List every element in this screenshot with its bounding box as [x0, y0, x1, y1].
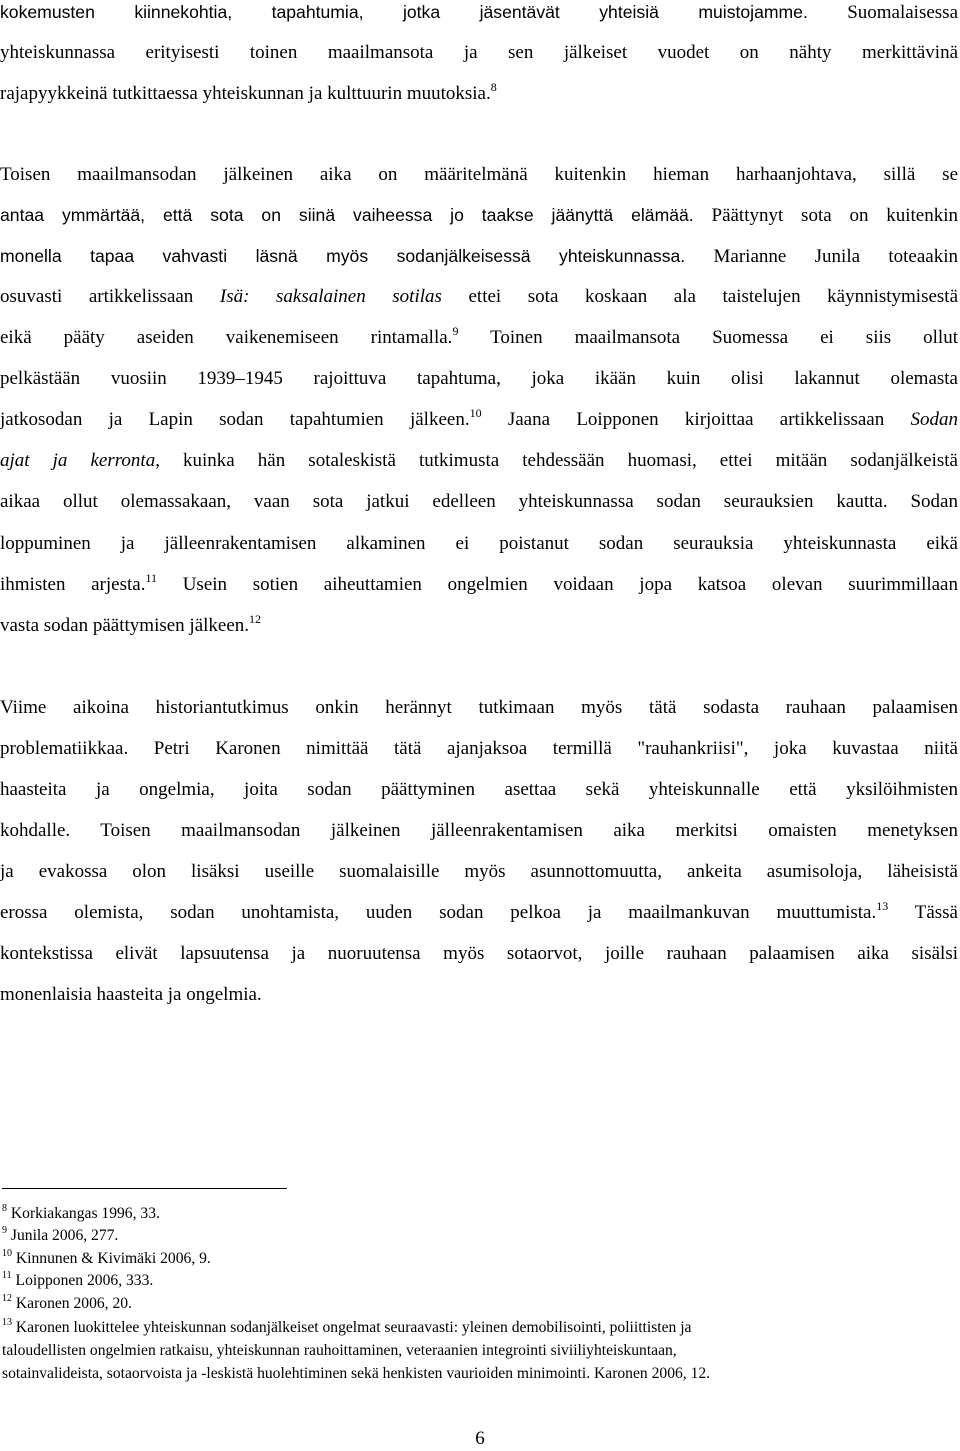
footnote-ref: 12 [249, 612, 262, 626]
text-line: loppuminen ja jälleenrakentamisen alkaminen ei poistanut sodan seurauksia yhteiskunnasta eikä [0, 533, 958, 554]
footnote-ref: 11 [145, 571, 158, 585]
text-line: erossa olemista, sodan unohtamista, uuden sodan pelkoa ja maailmankuvan muuttumista.$^{13}$ Tässä [0, 899, 958, 923]
footnote-ref: 10 [469, 406, 482, 420]
text-line: ihmisten arjesta.$^{11}$ Usein sotien aiheuttamien ongelmien voidaan jopa katsoa olevan suurimmillaan [0, 571, 958, 595]
footnote: $^9$ Junila 2006, 277. [2, 1225, 119, 1244]
text-line: kokemusten kiinnekohtia, tapahtumia, jotka jäsentävät yhteisiä muistojamme. Suomalaisessa [0, 2, 959, 23]
text-line: pelkästään vuosiin 1939–1945 rajoittuva tapahtuma, joka ikään kuin olisi lakannut olemasta [0, 368, 958, 389]
text-line: monella tapaa vahvasti läsnä myös sodanjälkeisessä yhteiskunnassa. Marianne Junila toteaakin [0, 246, 958, 267]
text-line: monenlaisia haasteita ja ongelmia. [0, 984, 262, 1005]
text-line: antaa ymmärtää, että sota on siinä vaiheessa jo taakse jäänyttä elämää. Päättynyt sota on kuitenkin [0, 205, 959, 226]
footnote: $^{10}$ Kinnunen & Kivimäki 2006, 9. [2, 1248, 211, 1267]
text-line: Toisen maailmansodan jälkeinen aika on määritelmänä kuitenkin hieman harhaanjohtava, sillä se [0, 164, 958, 185]
footnote-ref: 13 [876, 899, 889, 913]
article-title: Sodan [910, 409, 959, 430]
footnote-continuation: sotainvalideista, sotaorvoista ja -leskistä huolehtiminen sekä henkisten vaurioiden minimointi. Karonen 2006, 12. [2, 1365, 711, 1382]
text-line: vasta sodan päättymisen jälkeen.$^{12}$ [0, 612, 262, 636]
footnote-separator [2, 1188, 287, 1189]
text-line: aikaa ollut olemassakaan, vaan sota jatkui edelleen yhteiskunnassa sodan seurauksien kautta. Sodan [0, 491, 958, 512]
text-line: yhteiskunnassa erityisesti toinen maailmansota ja sen jälkeiset vuodet on nähty merkittävinä [0, 42, 958, 63]
footnote-ref: 8 [490, 80, 497, 94]
page-number: 6 [475, 1428, 485, 1449]
text-line: Viime aikoina historiantutkimus onkin herännyt tutkimaan myös tätä sodasta rauhaan palaamisen [0, 697, 958, 718]
footnote-ref: 9 [452, 324, 459, 338]
article-title: Isä: saksalainen sotilas [219, 286, 442, 307]
text-line: kontekstissa elivät lapsuutensa ja nuoruutensa myös sotaorvot, joille rauhaan palaamisen aika sisälsi [0, 943, 958, 964]
text-line: ja evakossa olon lisäksi useille suomalaisille myös asunnottomuutta, ankeita asumisoloja, läheisistä [0, 861, 958, 882]
text-line: haasteita ja ongelmia, joita sodan päättyminen asettaa sekä yhteiskunnalle että yksilöihmisten [0, 779, 958, 800]
footnote-continuation: taloudellisten ongelmien ratkaisu, yhteiskunnan rauhoittaminen, veteraanien integrointi siviiliyhteiskuntaan, [2, 1342, 677, 1359]
footnote: $^{12}$ Karonen 2006, 20. [2, 1293, 132, 1312]
footnote: $^8$ Korkiakangas 1996, 33. [2, 1203, 160, 1222]
article-title: ajat ja kerronta [0, 450, 156, 471]
text-line: problematiikkaa. Petri Karonen nimittää tätä ajanjaksoa termillä "rauhankriisi", joka kuvastaa niitä [0, 738, 958, 759]
text-line: osuvasti artikkelissaan Isä: saksalainen sotilas ettei sota koskaan ala taistelujen käynnistymisestä [0, 286, 959, 307]
text-line: rajapyykkeinä tutkittaessa yhteiskunnan ja kulttuurin muutoksia.$^8$ [0, 80, 497, 104]
footnote: $^{11}$ Loipponen 2006, 333. [2, 1270, 154, 1289]
text-line: jatkosodan ja Lapin sodan tapahtumien jälkeen.$^{10}$ Jaana Loipponen kirjoittaa artikkelissaan Sodan [0, 406, 959, 430]
text-line: ajat ja kerronta, kuinka hän sotaleskistä tutkimusta tehdessään huomasi, ettei mitään sodanjälkeistä [0, 450, 958, 471]
footnote: $^{13}$ Karonen luokittelee yhteiskunnan sodanjälkeiset ongelmat seuraavasti: yleinen demobilisointi, poliittisten ja [2, 1317, 692, 1336]
text-line: kohdalle. Toisen maailmansodan jälkeinen jälleenrakentamisen aika merkitsi omaisten menetyksen [0, 820, 958, 841]
text-line: eikä pääty aseiden vaikenemiseen rintamalla.$^9$ Toinen maailmansota Suomessa ei siis ollut [0, 324, 958, 348]
